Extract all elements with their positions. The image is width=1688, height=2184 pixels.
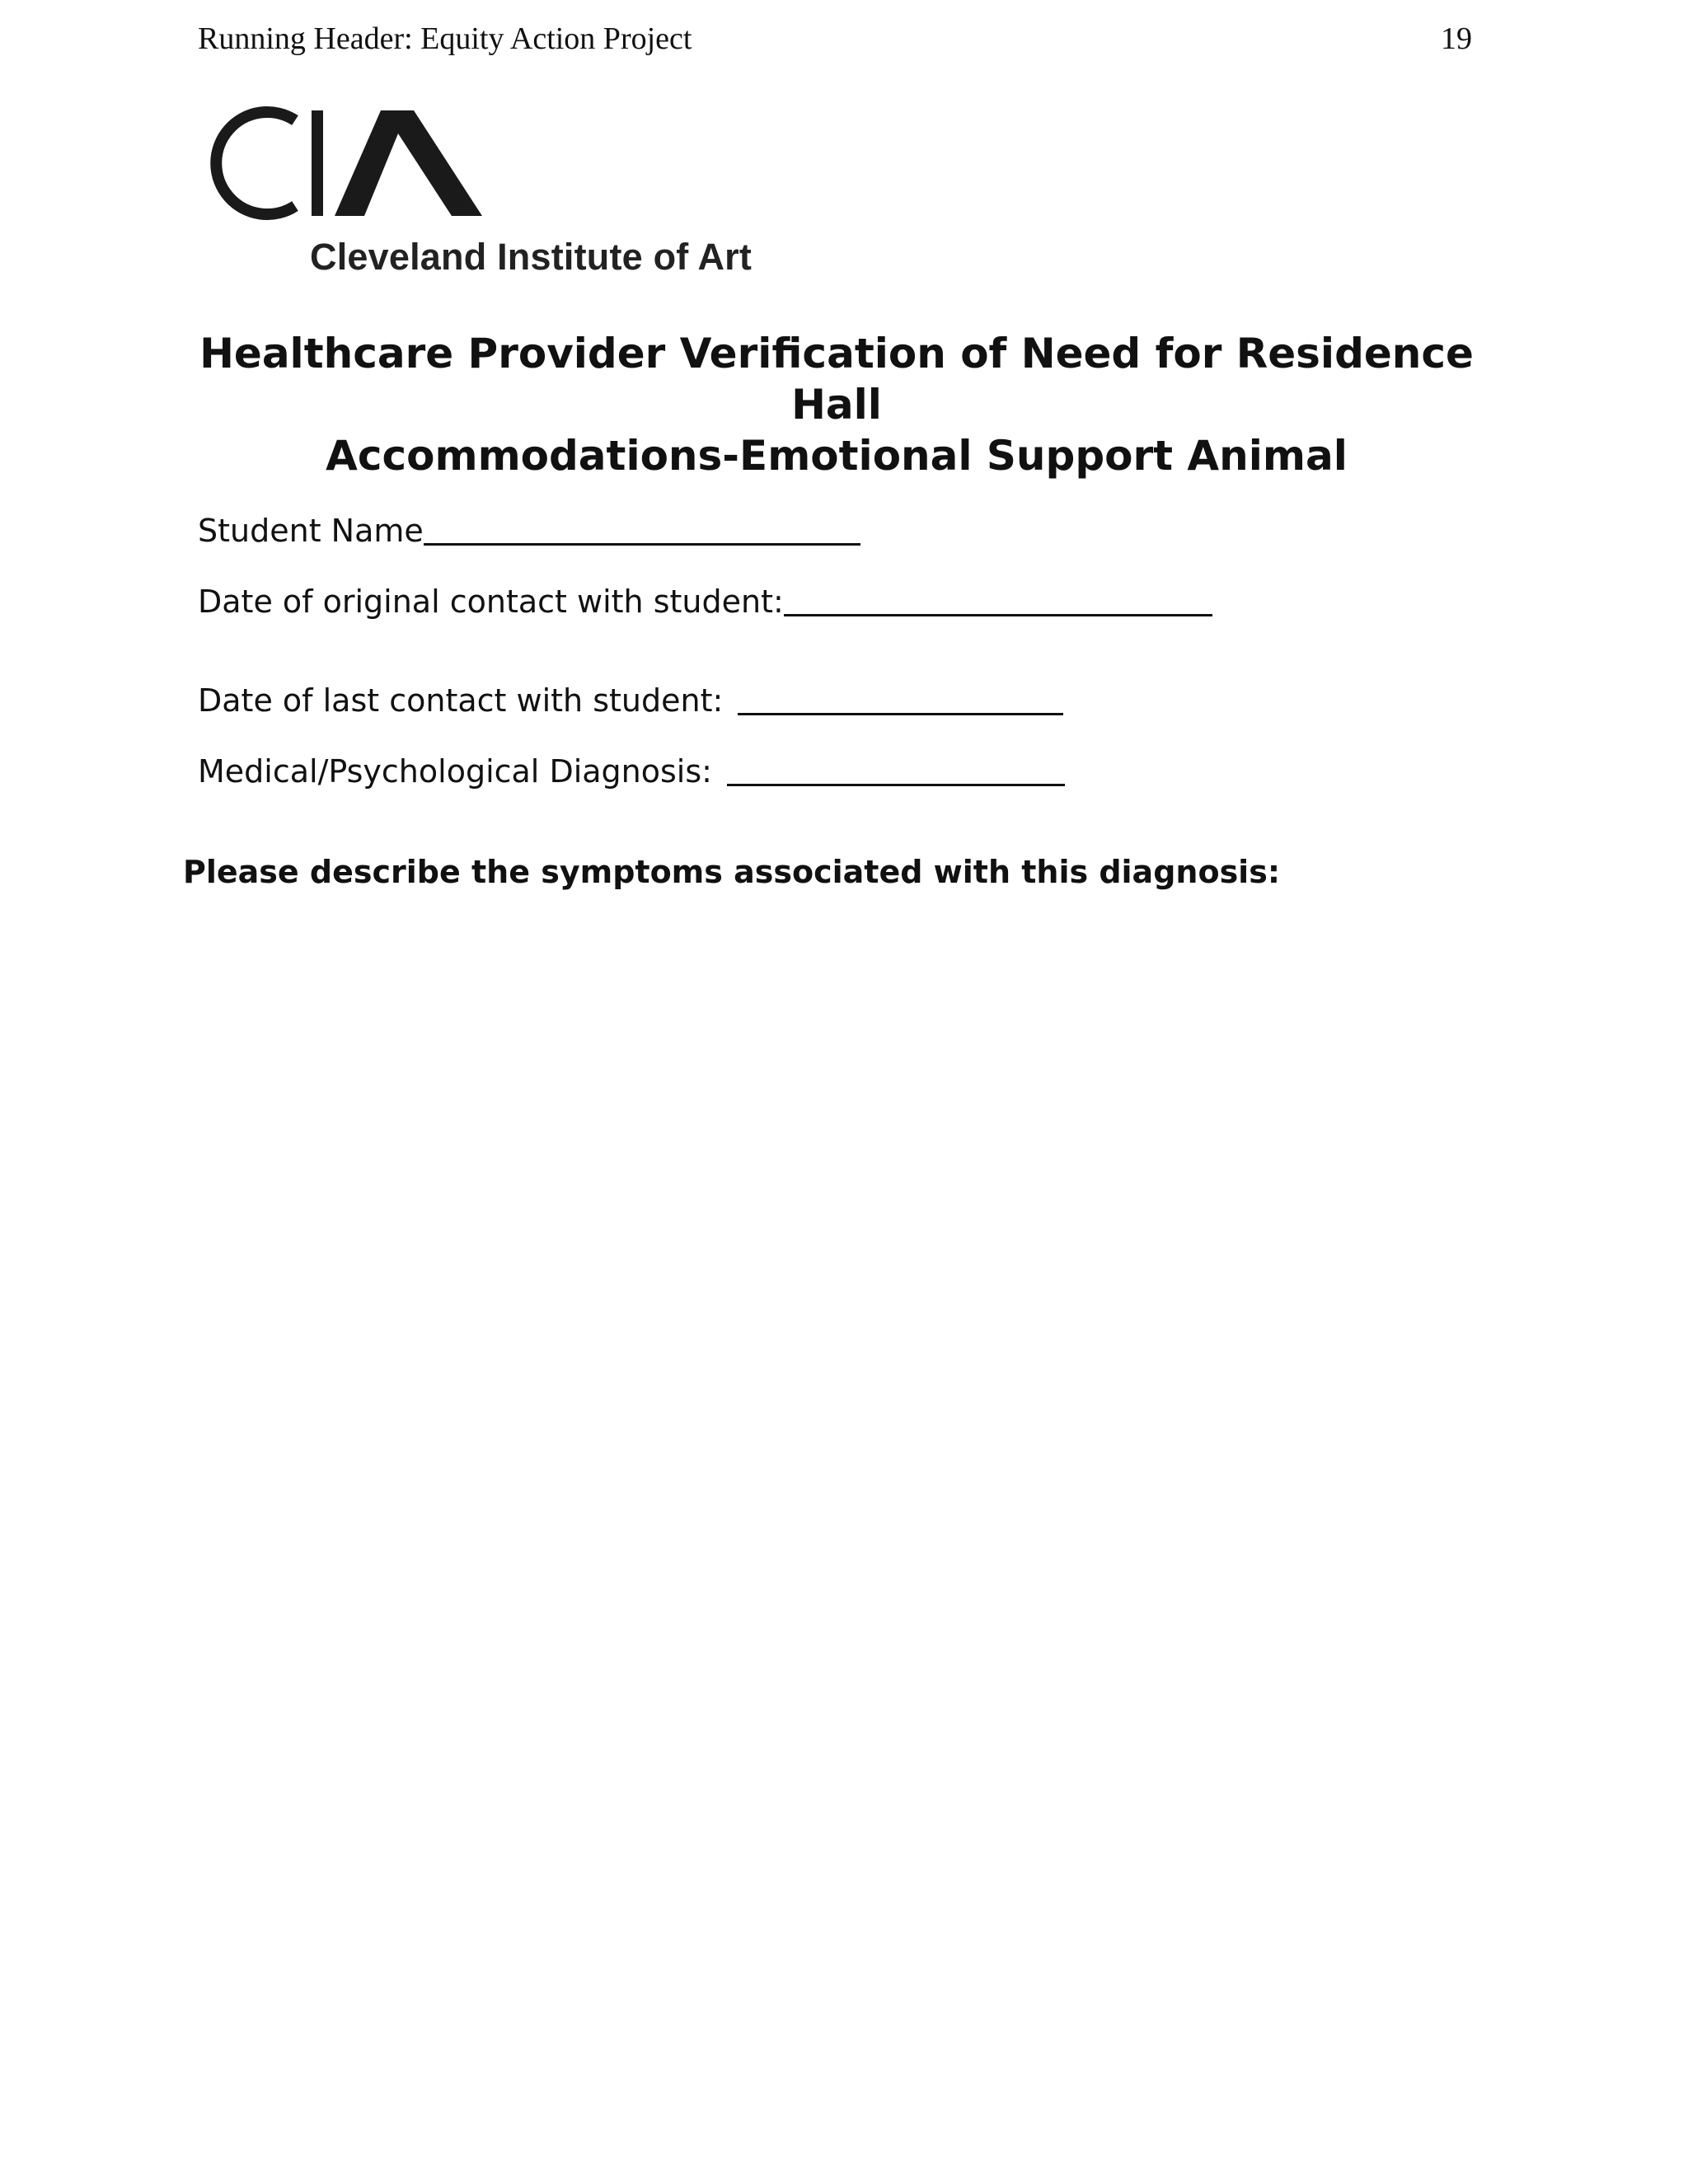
diagnosis-field[interactable]: [727, 752, 1065, 786]
original-contact-row: [198, 582, 1212, 621]
original-contact-label: Date of original contact with student:: [198, 583, 784, 620]
cia-logo-mark-icon: [198, 105, 528, 229]
student-name-row: [198, 511, 860, 551]
form-title: [165, 328, 1508, 481]
symptoms-answer-area[interactable]: [183, 907, 1502, 2102]
symptoms-prompt: Please describe the symptoms associated with this diagnosis:: [183, 854, 1281, 890]
last-contact-row: [198, 681, 1063, 720]
last-contact-field[interactable]: [738, 682, 1063, 715]
diagnosis-label: Medical/Psychological Diagnosis:: [198, 753, 712, 790]
form-title-line-2: Accommodations-Emotional Support Animal: [326, 432, 1348, 480]
last-contact-label: Date of last contact with student:: [198, 682, 724, 719]
cia-logo: [198, 105, 791, 287]
student-name-label: Student Name: [198, 513, 424, 549]
page-number: 19: [1441, 21, 1472, 56]
running-header: Running Header: Equity Action Project: [198, 21, 692, 56]
form-title-line-1: Healthcare Provider Verification of Need for Residence Hall: [199, 330, 1474, 429]
student-name-field[interactable]: [424, 512, 860, 546]
original-contact-field[interactable]: [784, 583, 1212, 616]
logo-institution-name: Cleveland Institute of Art: [310, 236, 753, 278]
diagnosis-row: [198, 752, 1065, 791]
